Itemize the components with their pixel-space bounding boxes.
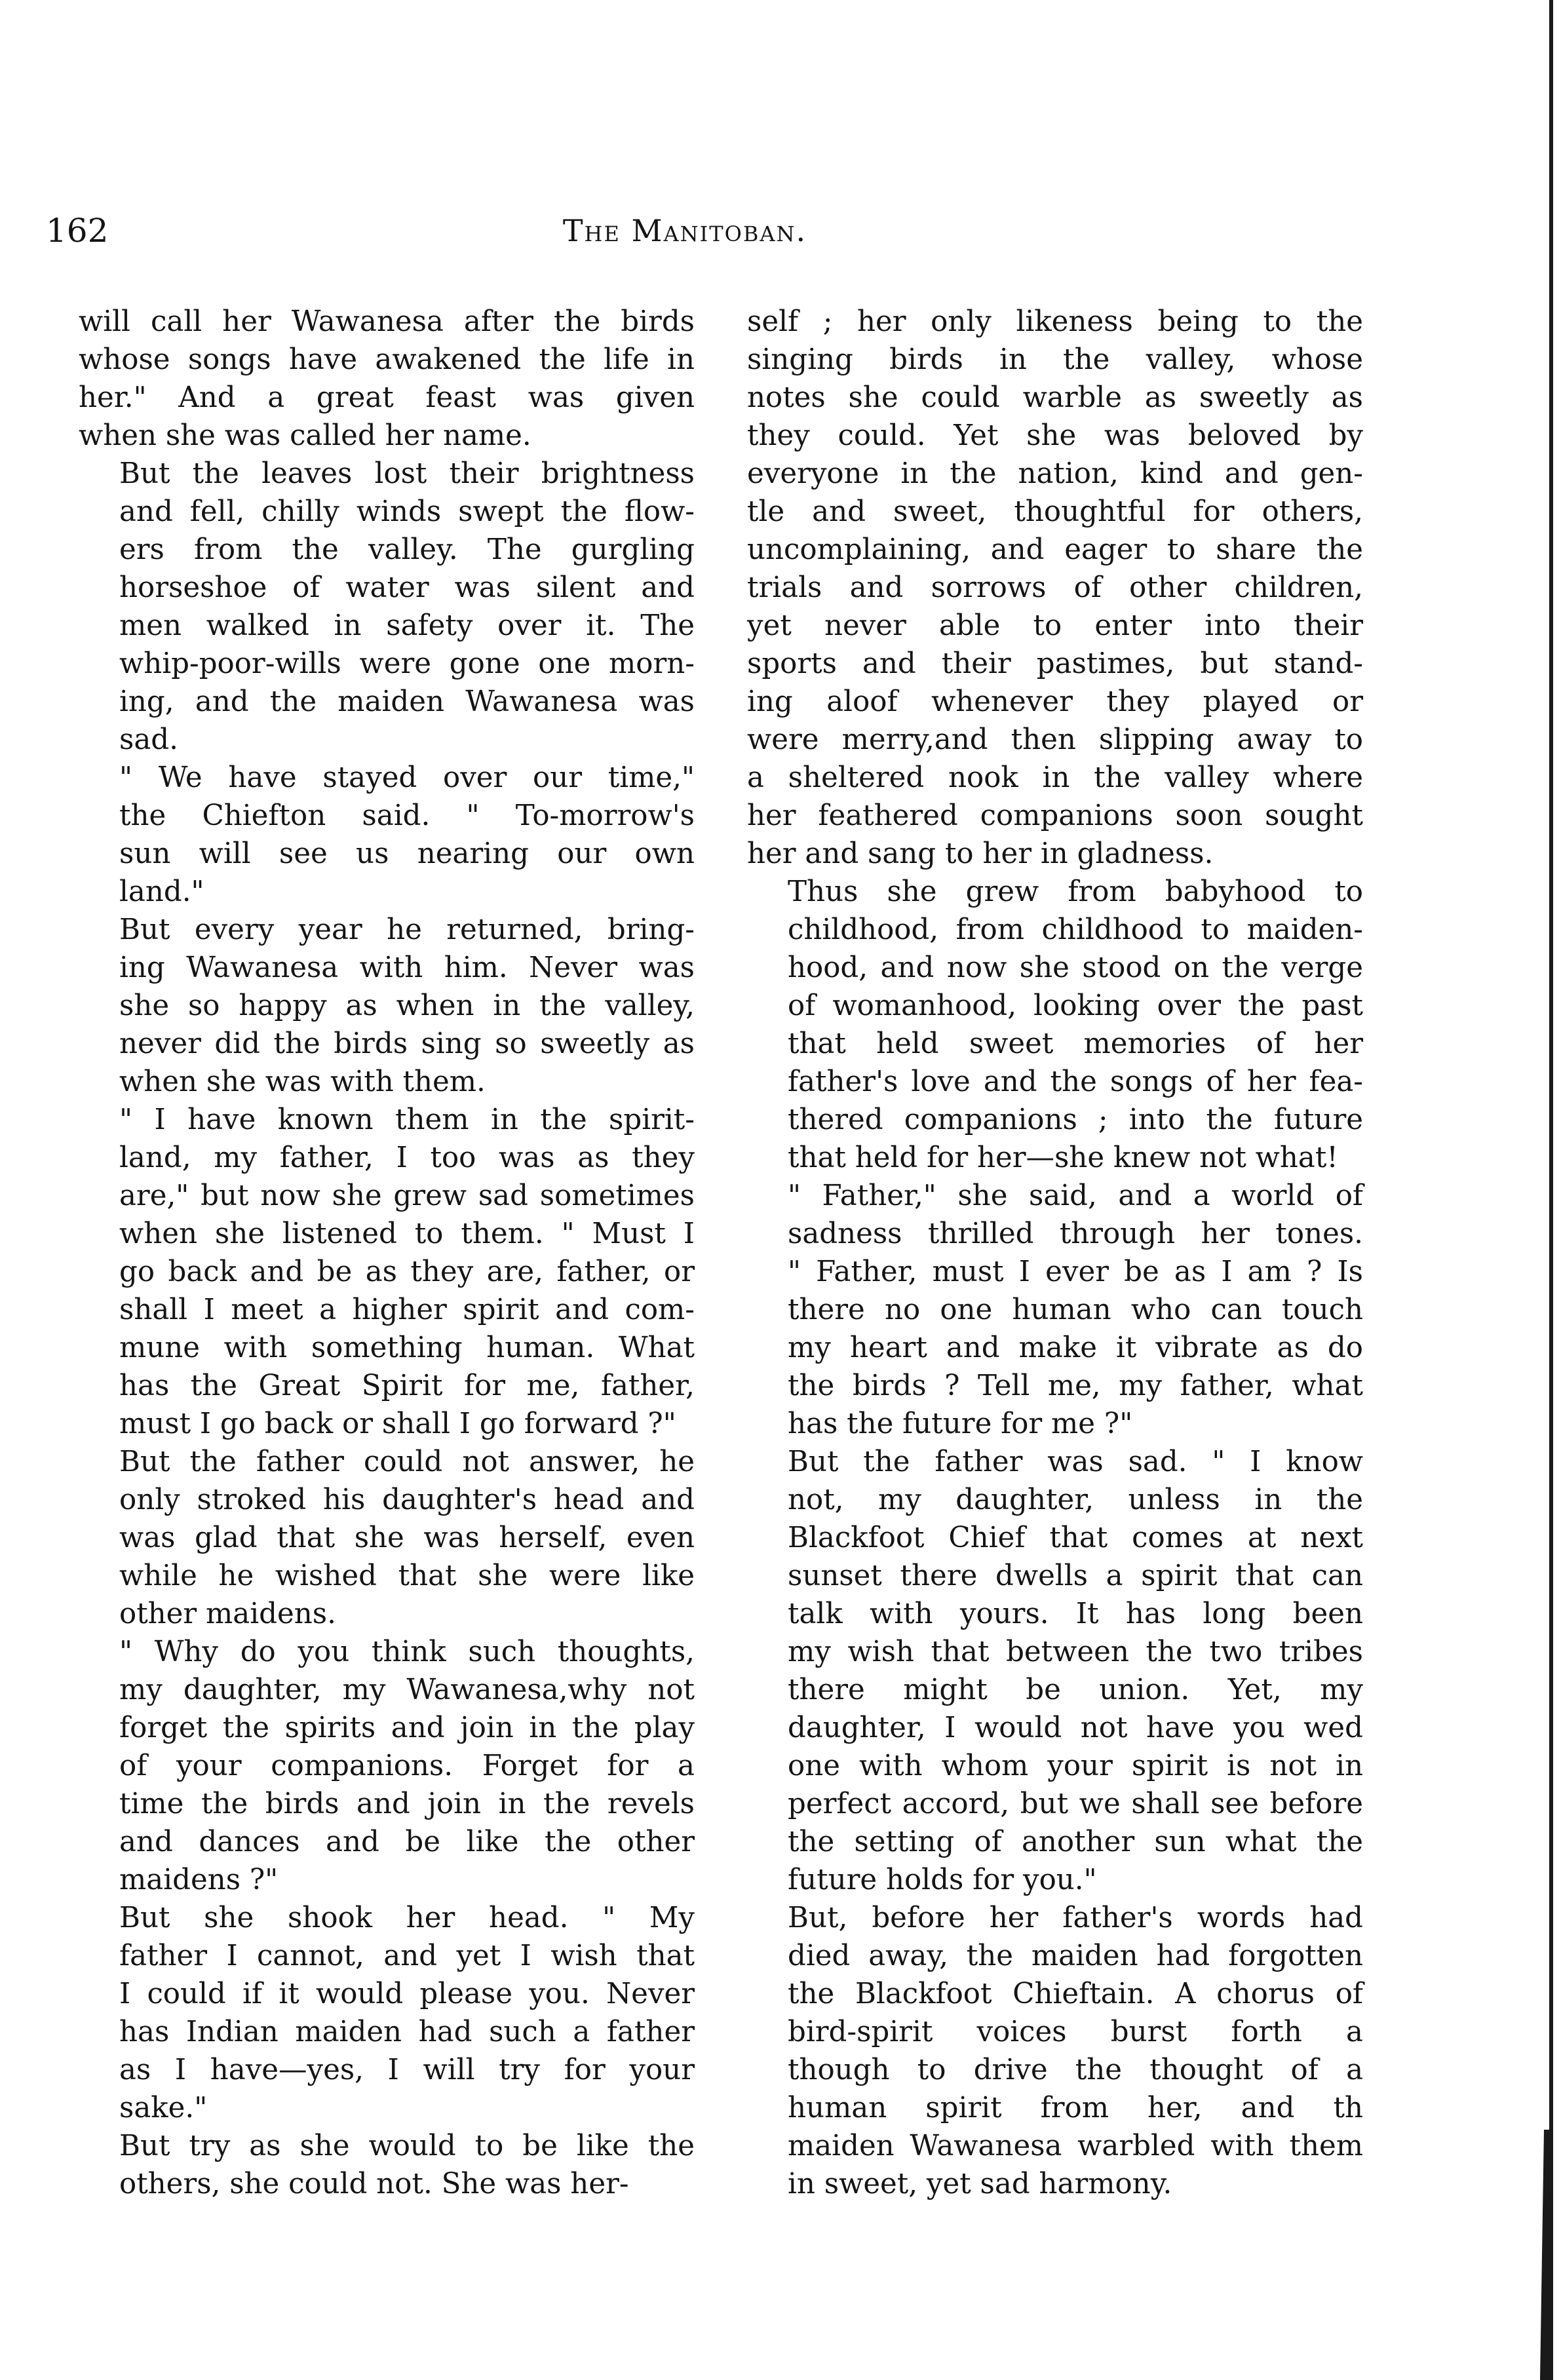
paragraph: [79, 2127, 695, 2203]
text-line: ing Wawanesa with him. Never was: [119, 951, 695, 984]
paragraph: [79, 1101, 695, 1443]
page-header: [46, 211, 1324, 250]
text-line: yet never able to enter into their: [747, 609, 1363, 642]
text-line: her and sang to her in gladness.: [747, 837, 1214, 870]
text-line: that held for her—she knew not what!: [788, 1142, 1338, 1174]
paragraph: [747, 1899, 1363, 2203]
text-line: ing aloof whenever they played or: [747, 685, 1363, 718]
text-line: there no one human who can touch: [788, 1294, 1363, 1326]
paragraph: [79, 759, 695, 911]
text-line: But she shook her head. " My: [119, 1902, 695, 1934]
paragraph: [79, 1443, 695, 1633]
text-line: But every year he returned, bring-: [119, 913, 695, 946]
text-line: they could. Yet she was beloved by: [747, 419, 1363, 452]
text-line: she so happy as when in the valley,: [119, 989, 695, 1022]
text-line: tle and sweet, thoughtful for others,: [747, 495, 1363, 528]
text-line: " Father, must I ever be as I am ? Is: [788, 1256, 1363, 1288]
text-line: only stroked his daughter's head and: [119, 1484, 695, 1516]
text-line: self ; her only likeness being to the: [747, 305, 1363, 338]
paragraph: [747, 303, 1363, 873]
text-line: in sweet, yet sad harmony.: [788, 2168, 1172, 2200]
text-line: whip-poor-wills were gone one morn-: [119, 647, 695, 680]
text-line: as I have—yes, I will try for your: [119, 2054, 695, 2086]
text-line: father's love and the songs of her fea-: [788, 1065, 1363, 1098]
text-line: Blackfoot Chief that comes at next: [788, 1522, 1363, 1554]
text-line: hood, and now she stood on the verge: [788, 951, 1363, 984]
text-line: daughter, I would not have you wed: [788, 1712, 1363, 1744]
text-line: and fell, chilly winds swept the flow-: [119, 495, 695, 528]
text-line: whose songs have awakened the life in: [79, 343, 695, 376]
text-line: my daughter, my Wawanesa,why not: [119, 1674, 695, 1706]
text-line: her." And a great feast was given: [79, 381, 695, 414]
text-line: father I cannot, and yet I wish that: [119, 1940, 695, 1972]
text-line: the Blackfoot Chieftain. A chorus of: [788, 1978, 1363, 2010]
text-line: one with whom your spirit is not in: [788, 1750, 1363, 1782]
text-line: maiden Wawanesa warbled with them: [788, 2130, 1363, 2162]
paragraph: [79, 303, 695, 455]
text-line: and dances and be like the other: [119, 1826, 695, 1858]
text-line: not, my daughter, unless in the: [788, 1484, 1363, 1516]
text-line: perfect accord, but we shall see before: [788, 1788, 1363, 1820]
text-line: never did the birds sing so sweetly as: [119, 1027, 695, 1060]
text-line: others, she could not. She was her-: [119, 2168, 629, 2200]
text-line: everyone in the nation, kind and gen-: [747, 457, 1363, 490]
text-line: But, before her father's words had: [788, 1902, 1363, 1934]
left-text-column: [79, 303, 695, 2203]
running-title: The Manitoban.: [562, 213, 807, 248]
text-line: a sheltered nook in the valley where: [747, 761, 1363, 794]
text-line: when she listened to them. " Must I: [119, 1218, 695, 1250]
text-line: will call her Wawanesa after the birds: [79, 305, 695, 338]
text-line: But the leaves lost their brightness: [119, 457, 695, 490]
text-line: has Indian maiden had such a father: [119, 2016, 695, 2048]
text-line: go back and be as they are, father, or: [119, 1256, 695, 1288]
page-number: 162: [46, 212, 109, 250]
text-line: trials and sorrows of other children,: [747, 571, 1363, 604]
text-line: But the father could not answer, he: [119, 1446, 695, 1478]
text-line: the birds ? Tell me, my father, what: [788, 1370, 1363, 1402]
text-line: talk with yours. It has long been: [788, 1598, 1363, 1630]
text-line: thered companions ; into the future: [788, 1104, 1363, 1136]
text-line: died away, the maiden had forgotten: [788, 1940, 1363, 1972]
text-line: while he wished that she were like: [119, 1560, 695, 1592]
paragraph: [79, 1899, 695, 2127]
text-line: has the future for me ?": [788, 1408, 1133, 1440]
text-line: sadness thrilled through her tones.: [788, 1218, 1363, 1250]
text-line: " Father," she said, and a world of: [788, 1180, 1363, 1212]
text-line: " We have stayed over our time,": [119, 761, 695, 794]
text-line: Thus she grew from babyhood to: [788, 875, 1363, 908]
text-line: singing birds in the valley, whose: [747, 343, 1363, 376]
text-line: when she was with them.: [119, 1065, 486, 1098]
text-line: of womanhood, looking over the past: [788, 989, 1363, 1022]
paragraph: [79, 455, 695, 759]
text-line: " Why do you think such thoughts,: [119, 1636, 695, 1668]
page-edge-shadow: [1535, 0, 1561, 2380]
text-line: though to drive the thought of a: [788, 2054, 1363, 2086]
text-line: But try as she would to be like the: [119, 2130, 695, 2162]
text-line: are," but now she grew sad sometimes: [119, 1180, 695, 1212]
text-line: time the birds and join in the revels: [119, 1788, 695, 1820]
text-line: sad.: [119, 723, 178, 756]
text-line: her feathered companions soon sought: [747, 799, 1363, 832]
text-line: sunset there dwells a spirit that can: [788, 1560, 1363, 1592]
text-line: I could if it would please you. Never: [119, 1978, 695, 2010]
text-line: uncomplaining, and eager to share the: [747, 533, 1363, 566]
text-line: my heart and make it vibrate as do: [788, 1332, 1363, 1364]
text-line: must I go back or shall I go forward ?": [119, 1408, 676, 1440]
paragraph: [747, 873, 1363, 1177]
text-line: land.": [119, 875, 204, 908]
right-text-column: [747, 303, 1363, 2203]
text-line: of your companions. Forget for a: [119, 1750, 695, 1782]
text-line: sports and their pastimes, but stand-: [747, 647, 1363, 680]
text-line: my wish that between the two tribes: [788, 1636, 1363, 1668]
text-line: were merry,and then slipping away to: [747, 723, 1363, 756]
text-line: has the Great Spirit for me, father,: [119, 1370, 695, 1402]
paragraph: [747, 1443, 1363, 1899]
text-line: sun will see us nearing our own: [119, 837, 695, 870]
text-line: bird-spirit voices burst forth a: [788, 2016, 1363, 2048]
text-line: there might be union. Yet, my: [788, 1674, 1363, 1706]
text-line: when she was called her name.: [79, 419, 531, 452]
text-line: future holds for you.": [788, 1864, 1097, 1896]
text-line: ers from the valley. The gurgling: [119, 533, 695, 566]
text-line: human spirit from her, and th: [788, 2092, 1363, 2124]
paragraph: [747, 1177, 1363, 1443]
text-line: maidens ?": [119, 1864, 279, 1896]
paragraph: [79, 911, 695, 1101]
text-line: that held sweet memories of her: [788, 1027, 1363, 1060]
text-line: land, my father, I too was as they: [119, 1142, 695, 1174]
text-line: was glad that she was herself, even: [119, 1522, 695, 1554]
text-line: But the father was sad. " I know: [788, 1446, 1363, 1478]
text-line: men walked in safety over it. The: [119, 609, 695, 642]
text-line: sake.": [119, 2092, 208, 2124]
text-line: mune with something human. What: [119, 1332, 695, 1364]
text-line: forget the spirits and join in the play: [119, 1712, 695, 1744]
paragraph: [79, 1633, 695, 1899]
text-line: ing, and the maiden Wawanesa was: [119, 685, 695, 718]
text-line: other maidens.: [119, 1598, 336, 1630]
text-line: the setting of another sun what the: [788, 1826, 1363, 1858]
text-line: childhood, from childhood to maiden-: [788, 913, 1363, 946]
text-line: the Chiefton said. " To-morrow's: [119, 799, 695, 832]
text-line: horseshoe of water was silent and: [119, 571, 695, 604]
text-line: " I have known them in the spirit-: [119, 1104, 695, 1136]
text-line: shall I meet a higher spirit and com-: [119, 1294, 695, 1326]
text-line: notes she could warble as sweetly as: [747, 381, 1363, 414]
